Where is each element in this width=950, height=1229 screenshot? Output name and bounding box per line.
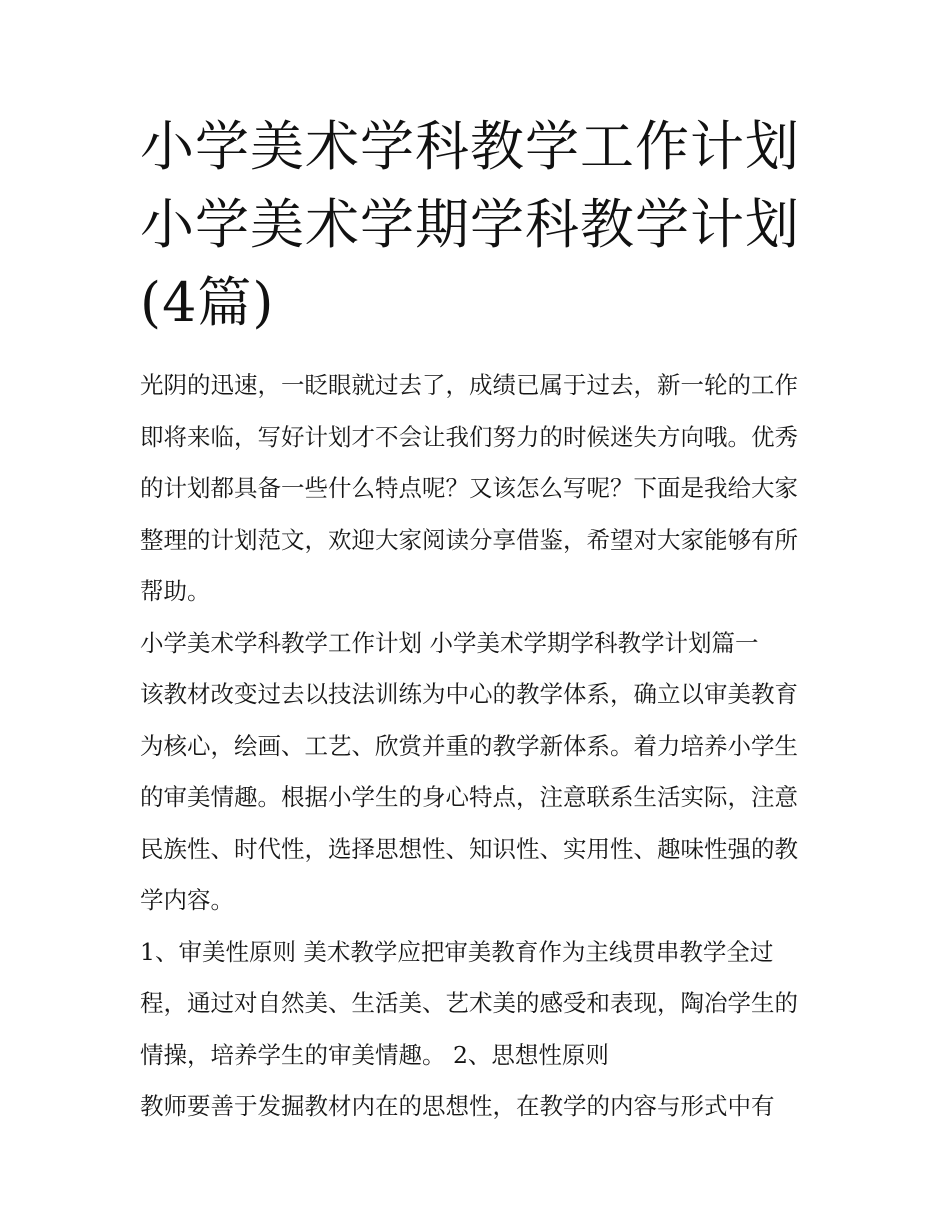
document-body [140,360,820,1133]
intro-paragraph: 光阴的迅速，一眨眼就过去了，成绩已属于过去，新一轮的工作即将来临，写好计划才不会让我们努力的时候迷失方向哦。优秀的计划都具备一些什么特点呢？又该怎么写呢？下面是我给大家整理的计划范文，欢迎大家阅读分享借鉴，希望对大家能够有所帮助。 [140,371,798,605]
document-title: 小学美术学科教学工作计划 小学美术学期学科教学计划(4篇) [140,115,800,334]
body-paragraph: 该教材改变过去以技法训练为中心的教学体系，确立以审美教育为核心，绘画、工艺、欣赏并重的教学新体系。着力培养小学生的审美情趣。根据小学生的身心特点，注意联系生活实际，注意民族性、时代性，选择思想性、知识性、实用性、趣味性强的教学内容。 [140,680,798,914]
principle-paragraph: 1、审美性原则 美术教学应把审美教育作为主线贯串教学全过程，通过对自然美、生活美、艺术美的感受和表现，陶冶学生的情操，培养学生的审美情趣。 2、思想性原则 [140,937,798,1069]
body-paragraph: 教师要善于发掘教材内在的思想性，在教学的内容与形式中有 [140,1092,775,1120]
section-heading: 小学美术学科教学工作计划 小学美术学期学科教学计划篇一 [140,628,759,657]
